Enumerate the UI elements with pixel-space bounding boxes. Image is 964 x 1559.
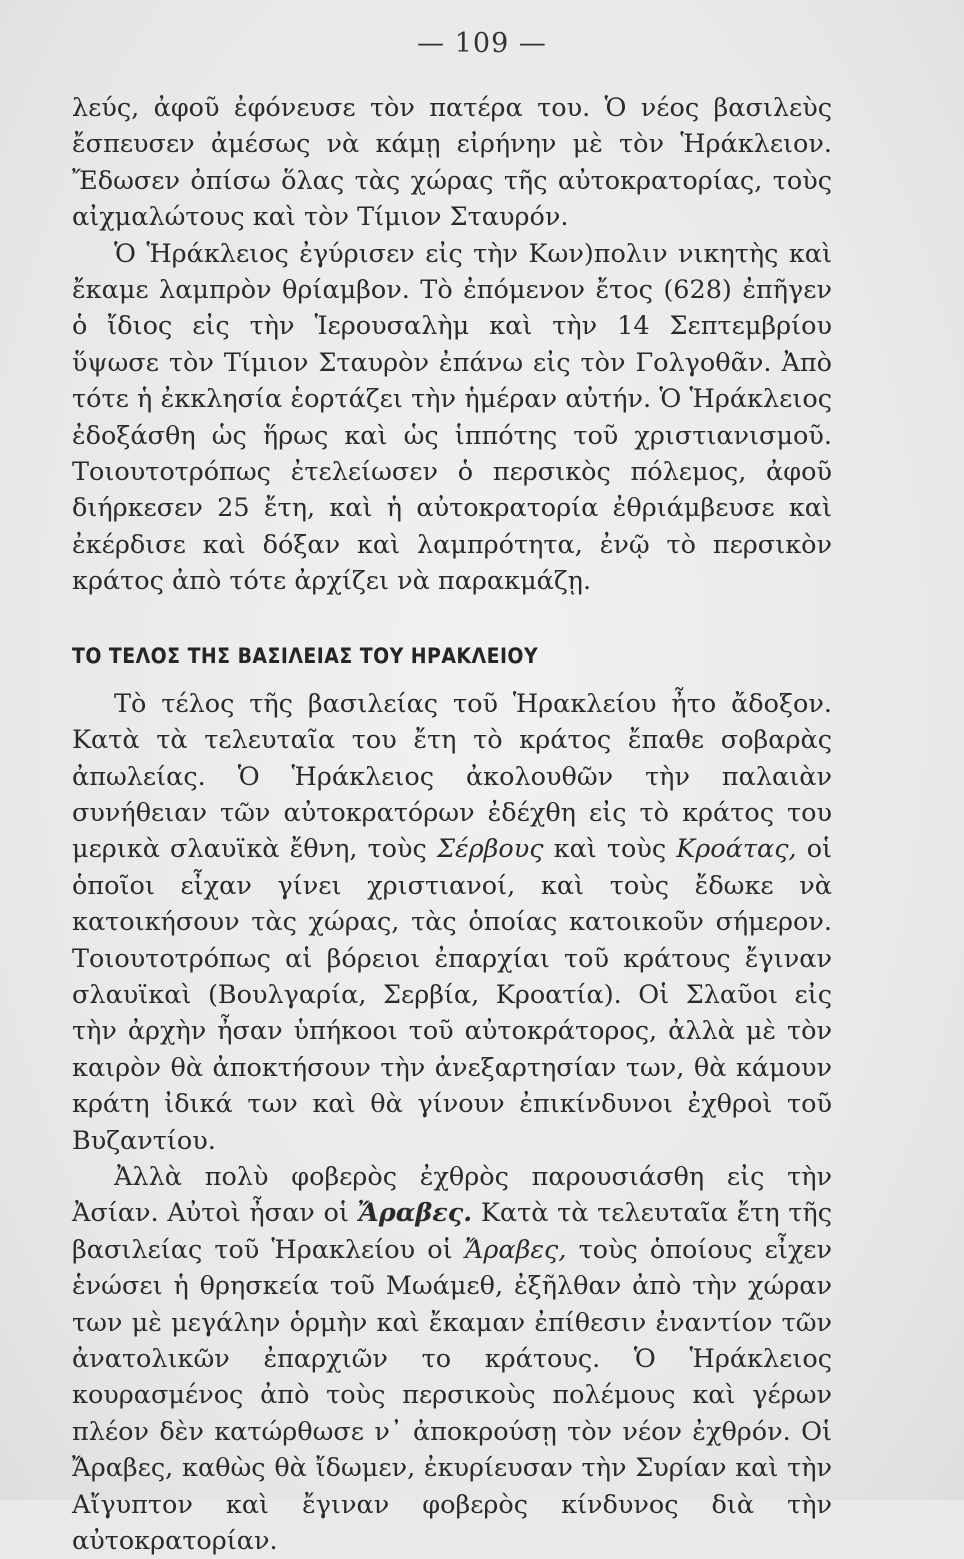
italic-term-croats: Κροάτας, <box>676 834 797 865</box>
paragraph-end-of-reign <box>72 686 832 1159</box>
bold-italic-term-arabs: Ἄραβες. <box>357 1198 473 1229</box>
paragraph-heraclius-triumph <box>72 236 832 600</box>
italic-term-arabs: Ἄραβες, <box>464 1234 567 1265</box>
paragraph-text: λεύς, ἀφοῦ ἐφόνευσε τὸν πατέρα του. Ὁ νέος βασιλεὺς ἔσπευσεν ἀμέσως νὰ κάμῃ εἰρήνην μὲ τὸν Ἡράκλειον. Ἔδωσεν ὀπίσω ὅλας τὰς χώρας τῆς αὐτοκρατορίας, τοὺς αἰχμαλώτους καὶ τὸν Τίμιον Σταυρόν. <box>72 93 832 233</box>
paragraph-text: καὶ τοὺς <box>553 834 667 865</box>
page-number: — 109 — <box>417 28 547 59</box>
paragraph-text: Κατὰ τὰ τελευταῖα ἔτη τῆς βασιλείας τοῦ Ἡρακλείου οἱ <box>72 1198 832 1265</box>
italic-term-serbs: Σέρβους <box>436 834 544 865</box>
paragraph-text: Ἀλλὰ πολὺ φοβερὸς ἐχθρὸς παρουσιάσθη εἰς τὴν Ἀσίαν. Αὐτοὶ ἦσαν οἱ <box>72 1161 832 1229</box>
paragraph-text: οἱ ὁποῖοι εἶχαν γίνει χριστιανοί, καὶ τοὺς ἔδωκε νὰ κατοικήσουν τὰς χώρας, τὰς ὁποίας κατοικοῦν σήμερον. Τοιουτοτρόπως αἱ βόρειοι ἐπαρχίαι τοῦ κράτους ἔγιναν σλαυϊκαὶ (Βουλγαρία, Σερβία, Κροατία). Οἱ Σλαῦοι εἰς τὴν ἀρχὴν ἦσαν ὑπήκοοι τοῦ αὐτοκράτορος, ἀλλὰ μὲ τὸν καιρὸν θὰ ἀποκτήσουν τὴν ἀνεξαρτησίαν των, θὰ κάμουν κράτη ἰδικά των καὶ θὰ γίνουν ἐπικίνδυνοι ἐχθροὶ τοῦ Βυζαντίου. <box>72 834 833 1156</box>
paragraph-text: τοὺς ὁποίους εἶχεν ἑνώσει ἡ θρησκεία τοῦ Μωάμεθ, ἐξῆλθαν ἀπὸ τὴν χώραν των μὲ μεγάλην ὁρμὴν καὶ ἔκαμαν ἐπίθεσιν ἐναντίον τῶν ἀνατολικῶν ἐπαρχιῶν το κράτους. Ὁ Ἡράκλειος κουρασμένος ἀπὸ τοὺς περσικοὺς πολέμους καὶ γέρων πλέον δὲν κατώρθωσε ν᾿ ἀποκρούσῃ τὸν νέον ἐχθρόν. Οἱ Ἄραβες, καθὼς θὰ ἴδωμεν, ἐκυρίευσαν τὴν Συρίαν καὶ τὴν Αἴγυπτον καὶ ἔγιναν φοβερὸς κίνδυνος διὰ τὴν αὐτοκρατορίαν. <box>72 1234 833 1557</box>
paragraph-continuation <box>72 90 832 236</box>
page-body <box>72 90 832 1559</box>
section-heading: ΤΟ ΤΕΛΟΣ ΤΗΣ ΒΑΣΙΛΕΙΑΣ ΤΟΥ ΗΡΑΚΛΕΙΟΥ <box>72 643 539 668</box>
paragraph-text: Ὁ Ἡράκλειος ἐγύρισεν εἰς τὴν Κων)πολιν νικητὴς καὶ ἔκαμε λαμπρὸν θρίαμβον. Τὸ ἐπόμενον ἔτος (628) ἐπῆγεν ὁ ἴδιος εἰς τὴν Ἱερουσαλὴμ καὶ τὴν 14 Σεπτεμβρίου ὕψωσε τὸν Τίμιον Σταυρὸν ἐπάνω εἰς τὸν Γολγοθᾶν. Ἀπὸ τότε ἡ ἐκκλησία ἑορτάζει τὴν ἡμέραν αὐτήν. Ὁ Ἡράκλειος ἐδοξάσθη ὡς ἥρως καὶ ὡς ἱππότης τοῦ χριστιανισμοῦ. Τοιουτοτρόπως ἐτελείωσεν ὁ περσικὸς πόλεμος, ἀφοῦ διήρκεσεν 25 ἔτη, καὶ ἡ αὐτοκρατορία ἐθριάμβευσε καὶ ἐκέρδισε καὶ δόξαν καὶ λαμπρότητα, ἐνῷ τὸ περσικὸν κράτος ἀπὸ τότε ἀρχίζει νὰ παρακμάζῃ. <box>72 238 832 597</box>
paragraph-text: Τὸ τέλος τῆς βασιλείας τοῦ Ἡρακλείου ἦτο ἄδοξον. Κατὰ τὰ τελευταῖα του ἔτη τὸ κράτος ἔπαθε σοβαρὰς ἀπωλείας. Ὁ Ἡράκλειος ἀκολουθῶν τὴν παλαιὰν συνήθειαν τῶν αὐτοκρατόρων ἐδέχθη εἰς τὸ κράτος του μερικὰ σλαυϊκὰ ἔθνη, τοὺς <box>72 688 832 865</box>
paragraph-arabs <box>72 1159 832 1559</box>
